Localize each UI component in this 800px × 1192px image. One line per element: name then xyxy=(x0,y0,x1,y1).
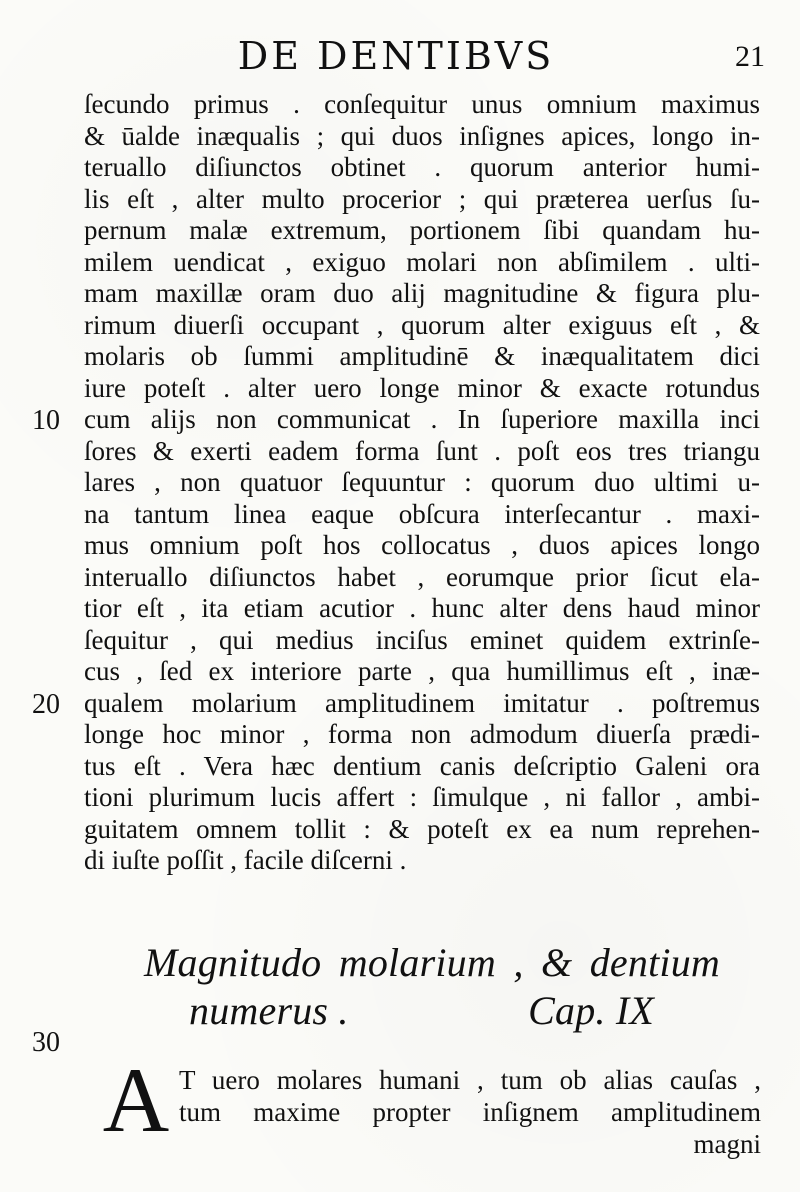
text-line: cus , ſed ex interiore parte , qua humillimus eſt , inæ- xyxy=(84,656,760,686)
page-number: 21 xyxy=(735,40,765,73)
text-line: na tantum linea eaque obſcura interſecantur . maxi- xyxy=(84,498,760,529)
text-line: molaris ob ſummi amplitudinē & inæqualitatem dici xyxy=(84,341,760,371)
text-line: pernum malæ extremum, portionem ſibi quandam hu- xyxy=(84,215,760,245)
running-head xyxy=(0,34,800,80)
text-line: tioni plurimum lucis affert : ſimulque , ni fallor , ambi- xyxy=(84,782,760,812)
text-line: interuallo diſiunctos habet , eorumque prior ſicut ela- xyxy=(84,561,760,592)
text-line: cum alijs non communicat . In ſuperiore maxilla inci xyxy=(84,404,760,434)
text-line: mus omnium poſt hos collocatus , duos apices longo xyxy=(84,530,760,560)
text-line: milem uendicat , exiguo molari non abſimilem . ulti- xyxy=(84,246,760,277)
text-line: rimum diuerſi occupant , quorum alter exiguus eſt , & xyxy=(84,309,760,340)
opening-text-line: tum maxime propter inſignem amplitudinem xyxy=(179,1097,761,1127)
running-title: DE DENTIBVS xyxy=(237,34,555,78)
text-line: ſequitur , qui medius inciſus eminet quidem extrinſe- xyxy=(84,624,760,655)
text-line: lis eſt , alter multo procerior ; qui præterea uerſus ſu- xyxy=(84,183,760,214)
text-line: guitatem omnem tollit : & poteſt ex ea num reprehen- xyxy=(84,813,760,844)
text-line: teruallo diſiunctos obtinet . quorum anterior humi- xyxy=(84,152,760,182)
main-text-block xyxy=(84,89,760,877)
text-line: iure poteſt . alter uero longe minor & exacte rotundus xyxy=(84,372,760,403)
text-line: & ūalde inæqualis ; qui duos inſignes apices, longo in- xyxy=(84,120,760,151)
margin-line-number-10: 10 xyxy=(32,405,60,436)
drop-cap: A xyxy=(102,1049,170,1151)
chapter-title-line: Magnitudo molarium , & dentium xyxy=(144,940,720,985)
margin-line-number-20: 20 xyxy=(32,689,60,720)
margin-line-number-30: 30 xyxy=(32,1027,60,1058)
text-line: qualem molarium amplitudinem imitatur . poſtremus xyxy=(84,687,760,718)
text-line: lares , non quatuor ſequuntur : quorum duo ultimi u- xyxy=(84,467,760,497)
text-line: ſecundo primus . conſequitur unus omnium maximus xyxy=(84,89,760,119)
text-line: ſores & exerti eadem forma ſunt . poſt eos tres triangu xyxy=(84,435,760,466)
opening-paragraph xyxy=(95,1049,761,1164)
text-line: di iuſte poſſit , facile diſcerni . xyxy=(84,845,407,875)
chapter-title-continuation: numerus . xyxy=(189,988,349,1033)
chapter-label: Cap. IX xyxy=(528,988,654,1033)
text-line: tus eſt . Vera hæc dentium canis deſcriptio Galeni ora xyxy=(84,750,760,781)
opening-text-line: T uero molares humani , tum ob alias cauſas , xyxy=(179,1065,761,1095)
text-line: tior eſt , ita etiam acutior . hunc alter dens haud minor xyxy=(84,593,760,623)
chapter-heading xyxy=(144,939,720,1035)
chapter-title-line-2 xyxy=(144,987,720,1035)
catchword: magni xyxy=(693,1129,761,1159)
text-line: longe hoc minor , forma non admodum diuerſa prædi- xyxy=(84,719,760,749)
text-line: mam maxillæ oram duo alij magnitudine & figura plu- xyxy=(84,278,760,308)
